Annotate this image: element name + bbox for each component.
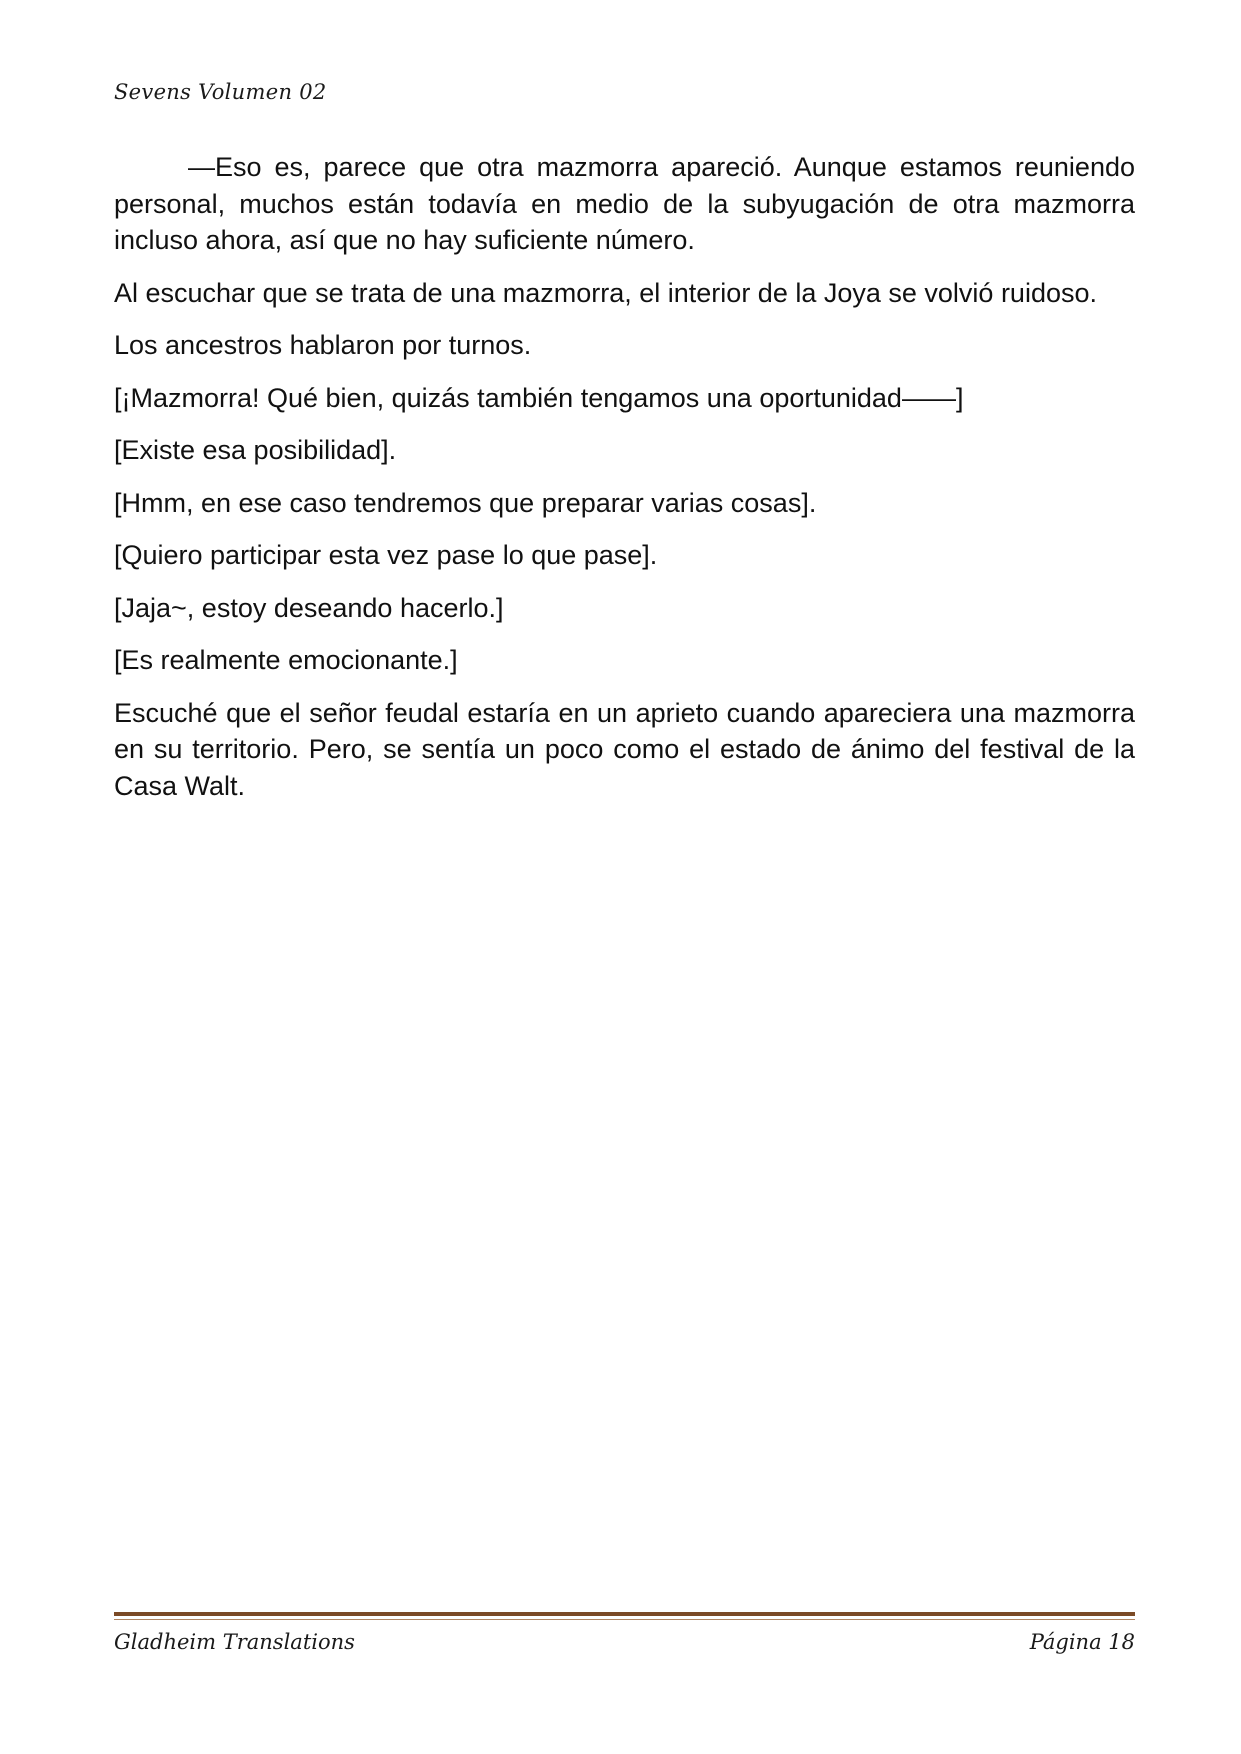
- dialogue-line: [¡Mazmorra! Qué bien, quizás también tengamos una oportunidad——]: [114, 382, 964, 413]
- footer-divider-thin: [114, 1619, 1135, 1620]
- page-header-title: Sevens Volumen 02: [114, 80, 327, 104]
- dialogue-line: [Hmm, en ese caso tendremos que preparar varias cosas].: [114, 487, 817, 518]
- paragraph: Al escuchar que se trata de una mazmorra, el interior de la Joya se volvió ruidoso.: [114, 277, 1097, 308]
- footer-page-number: Página 18: [1029, 1630, 1135, 1654]
- footer-publisher: Gladheim Translations: [114, 1630, 355, 1654]
- footer-divider: [114, 1612, 1135, 1616]
- paragraph: Los ancestros hablaron por turnos.: [114, 330, 532, 360]
- paragraph: —Eso es, parece que otra mazmorra apareció. Aunque estamos reuniendo personal, muchos están todavía en medio de la subyugación de otra mazmorra incluso ahora, así que no hay suficiente número.: [114, 152, 1135, 255]
- dialogue-line: [Existe esa posibilidad].: [114, 435, 397, 465]
- dialogue-line: [Quiero participar esta vez pase lo que pase].: [114, 540, 658, 570]
- paragraph: Escuché que el señor feudal estaría en un aprieto cuando apareciera una mazmorra en su territorio. Pero, se sentía un poco como el estado de ánimo del festival de la Casa Walt.: [114, 697, 1135, 801]
- dialogue-line: [Es realmente emocionante.]: [114, 645, 458, 675]
- dialogue-line: [Jaja~, estoy deseando hacerlo.]: [114, 592, 504, 623]
- document-body: [114, 149, 1135, 820]
